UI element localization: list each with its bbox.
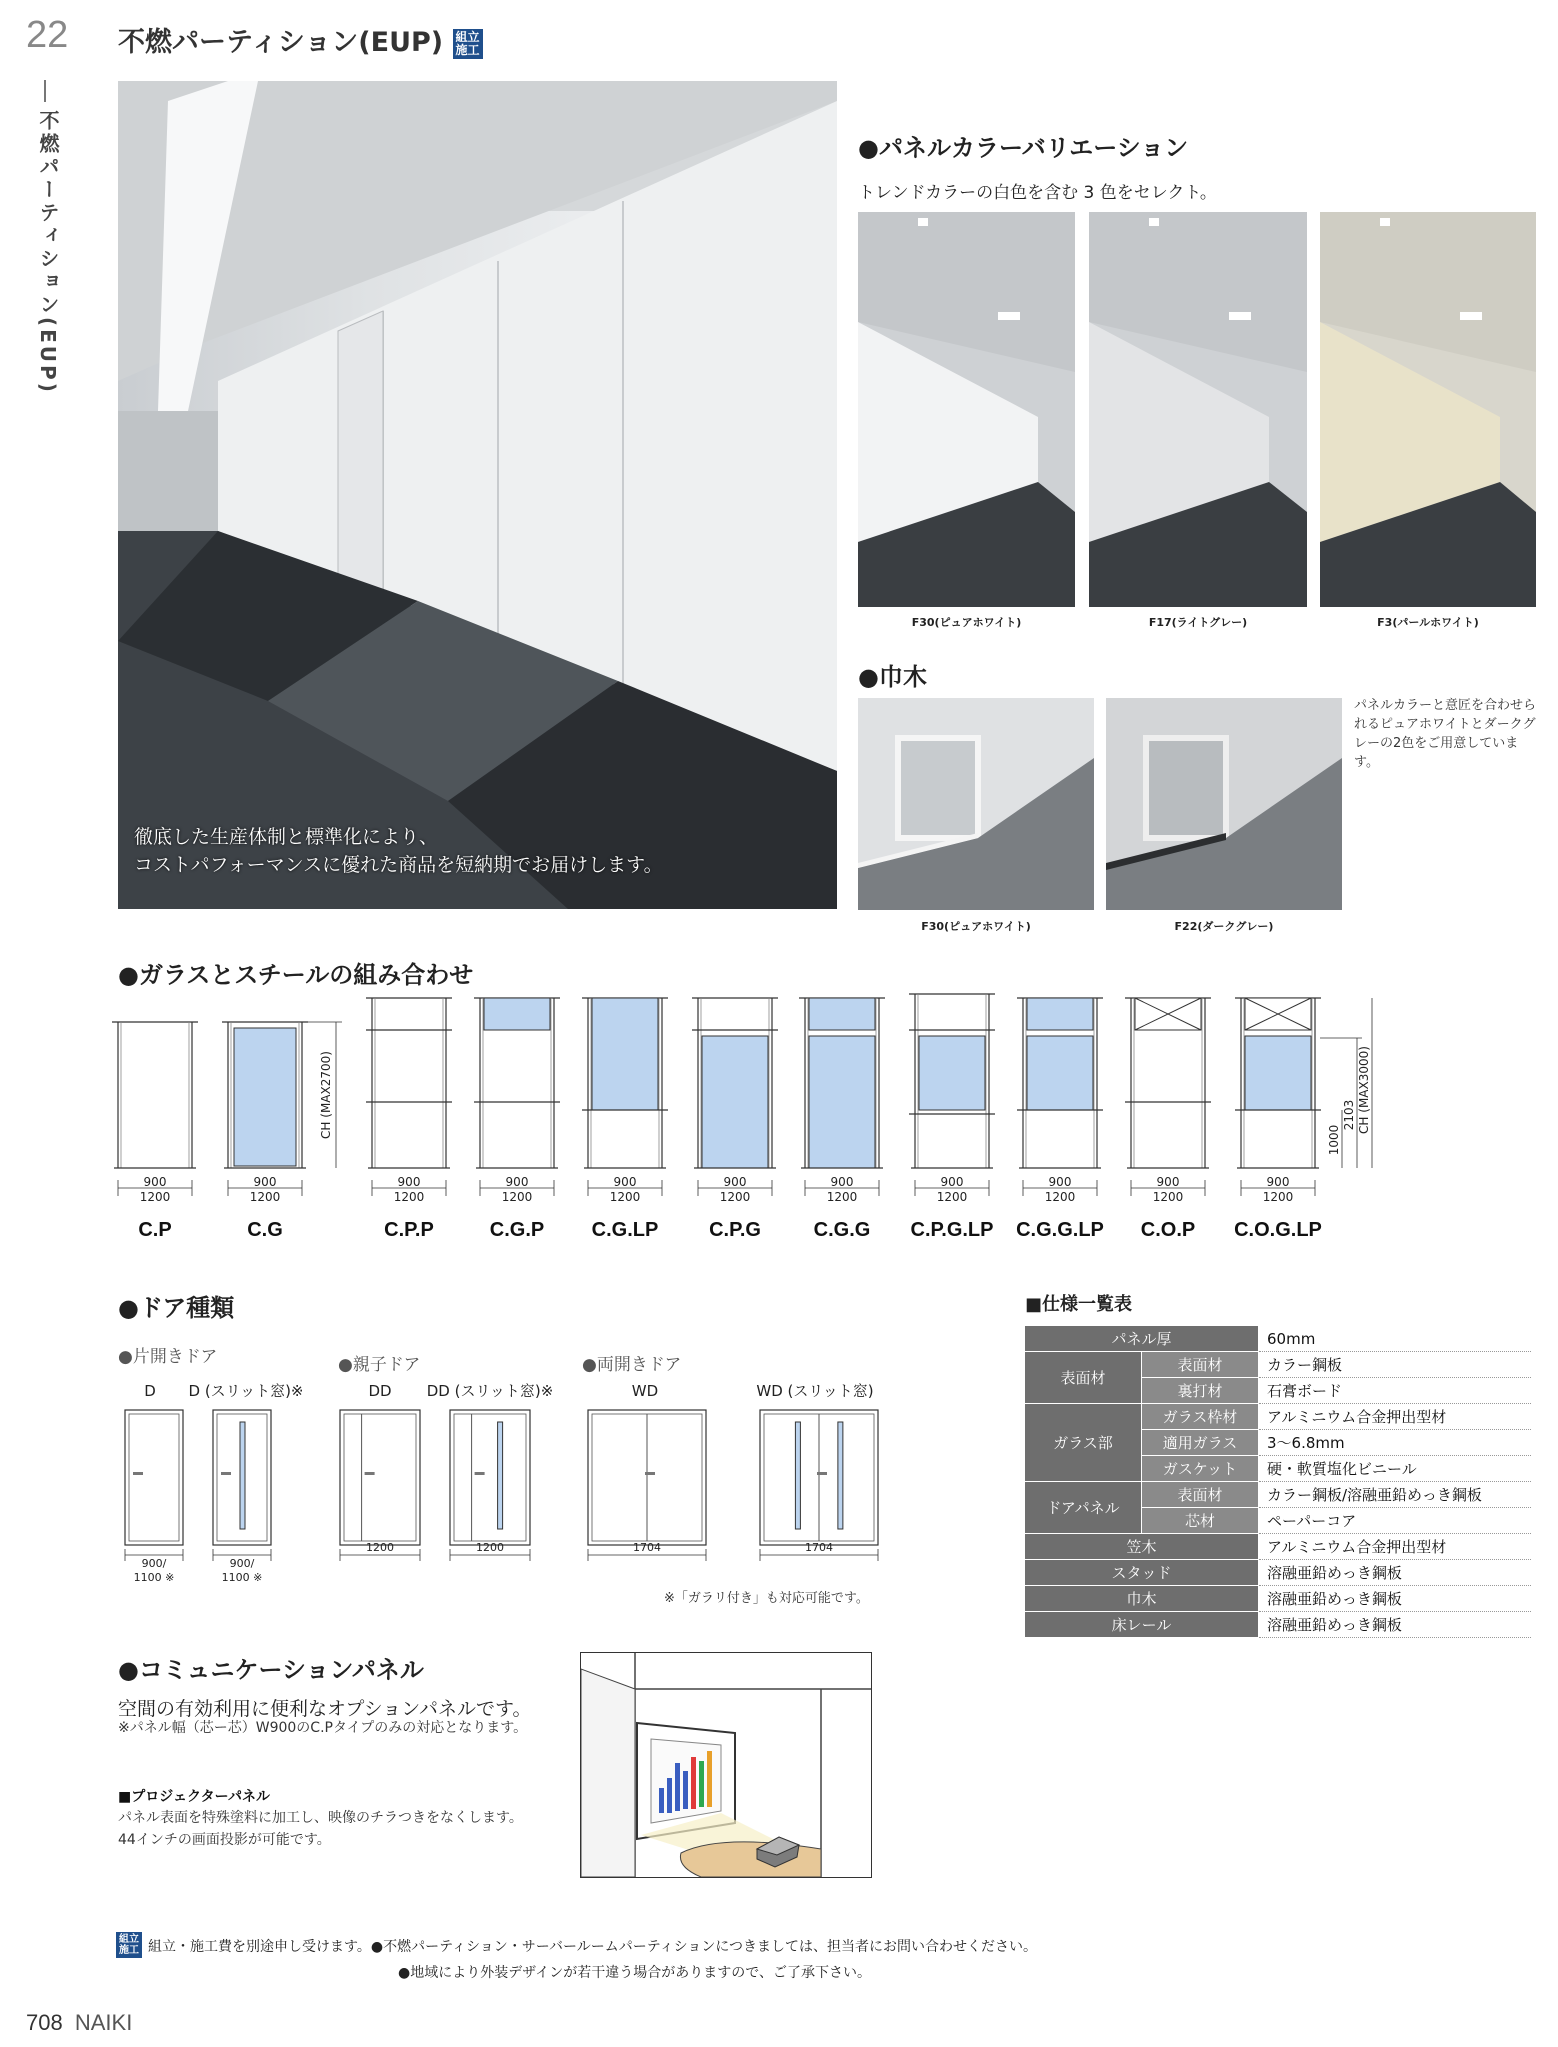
glass-pane [234, 1028, 296, 1166]
comm-panel-lead: 空間の有効利用に便利なオプションパネルです。 [118, 1698, 532, 1720]
partition-diagram [582, 998, 668, 1241]
spec-value: ペーパーコア [1259, 1508, 1532, 1534]
door-diagram [189, 1382, 304, 1584]
glass-pane [809, 1036, 875, 1168]
projector-line2: 44インチの画面投影が可能です。 [118, 1832, 331, 1848]
corridor-illustration [1089, 212, 1307, 607]
spec-item-label: 笠木 [1025, 1534, 1259, 1560]
spec-item-label: 床レール [1025, 1612, 1259, 1638]
page-title-text: 不燃パーティション(EUP) [118, 27, 444, 58]
panel-color-caption-f17: F17(ライトグレー) [1148, 616, 1248, 629]
width-dimension-900: 900 [1048, 1175, 1072, 1189]
door-handle-icon [365, 1472, 375, 1475]
width-dimension-1200: 1200 [719, 1190, 751, 1204]
footer-badge-line1: 組立 [119, 1934, 139, 1945]
habaki-caption-f22: F22(ダークグレー) [1174, 920, 1274, 933]
hero-photo-illustration [118, 81, 837, 909]
page-footer [26, 2010, 132, 2036]
width-dimension-1200: 1200 [826, 1190, 858, 1204]
dim-1000-label: 1000 [1327, 1124, 1341, 1156]
spec-sub-label: 表面材 [1142, 1482, 1259, 1508]
width-dimension-900: 900 [613, 1175, 637, 1189]
spec-item-label: スタッド [1025, 1560, 1259, 1586]
habaki-heading: ●巾木 [858, 663, 927, 691]
width-dimension-900: 900 [143, 1175, 167, 1189]
door-note: ※「ガラリ付き」も対応可能です。 [664, 1591, 869, 1606]
glass-pane [1027, 998, 1093, 1030]
hero-caption [134, 823, 663, 879]
glass-steel-diagrams [110, 990, 1420, 1260]
spec-value: 溶融亜鉛めっき鋼板 [1259, 1560, 1532, 1586]
spec-item-label: 巾木 [1025, 1586, 1259, 1612]
partition-type-label: C.P [138, 1219, 172, 1241]
width-dimension-900: 900 [723, 1175, 747, 1189]
door-type-label: WD (スリット窓) [756, 1382, 874, 1400]
projector-drawing [581, 1653, 871, 1877]
spec-table [1025, 1326, 1531, 1638]
door-frame [340, 1410, 420, 1545]
slit-window [838, 1422, 843, 1529]
baseboard-illustration [858, 698, 1094, 910]
door-group-parent-child: ●親子ドア [338, 1355, 421, 1375]
spec-group-label: ドアパネル [1025, 1482, 1142, 1534]
partition-type-label: C.P.G.LP [910, 1219, 994, 1241]
comm-panel-heading: ●コミュニケーションパネル [118, 1656, 424, 1684]
spec-heading: ■仕様一覧表 [1025, 1294, 1133, 1315]
hero-photo [118, 81, 837, 909]
spec-value: 60mm [1259, 1326, 1532, 1352]
partition-type-label: C.O.G.LP [1234, 1219, 1322, 1241]
footer-note-line2: ●地域により外装デザインが若干違う場合がありますので、ご了承下さい。 [398, 1965, 871, 1981]
door-width-dimension: 900/ [229, 1557, 255, 1570]
width-dimension-900: 900 [940, 1175, 964, 1189]
partition-type-label: C.G [247, 1219, 283, 1241]
page-number: 708 [26, 2010, 63, 2035]
door-width-dimension-alt: 1100 ※ [133, 1571, 175, 1584]
glass-pane [809, 998, 875, 1030]
panel-color-photo-f17 [1089, 212, 1307, 607]
width-dimension-900: 900 [505, 1175, 529, 1189]
door-type-label: D [144, 1382, 156, 1400]
spec-sub-label: ガスケット [1142, 1456, 1259, 1482]
spec-sub-label: 裏打材 [1142, 1378, 1259, 1404]
habaki-photo-f30 [858, 698, 1094, 910]
footer-badge [116, 1932, 142, 1958]
spec-row [1025, 1586, 1531, 1612]
spec-row [1025, 1404, 1531, 1430]
slit-window [498, 1422, 503, 1529]
ch-max3000-label: CH (MAX3000) [1357, 1046, 1371, 1134]
spec-sub-label: 芯材 [1142, 1508, 1259, 1534]
glass-pane [592, 998, 658, 1110]
door-type-label: DD [368, 1382, 392, 1400]
door-width-dimension: 1200 [366, 1541, 394, 1554]
spec-value: 溶融亜鉛めっき鋼板 [1259, 1612, 1532, 1638]
door-handle-icon [645, 1472, 655, 1475]
width-dimension-900: 900 [830, 1175, 854, 1189]
door-width-dimension-alt: 1100 ※ [221, 1571, 263, 1584]
door-width-dimension: 1704 [633, 1541, 661, 1554]
width-dimension-900: 900 [253, 1175, 277, 1189]
slit-window [240, 1422, 245, 1529]
partition-type-label: C.G.P [489, 1219, 545, 1241]
partition-diagram [799, 998, 885, 1241]
door-width-dimension: 1704 [805, 1541, 833, 1554]
projector-illustration [580, 1652, 872, 1878]
panel-color-caption-f3: F3(パールホワイト) [1377, 616, 1479, 629]
door-type-label: WD [631, 1382, 659, 1400]
partition-diagram [692, 998, 778, 1241]
spec-sub-label: ガラス枠材 [1142, 1404, 1259, 1430]
spec-value: 3～6.8mm [1259, 1430, 1532, 1456]
hero-caption-line2: コストパフォーマンスに優れた商品を短納期でお届けします。 [134, 854, 663, 876]
width-dimension-1200: 1200 [249, 1190, 281, 1204]
door-group-double: ●両開きドア [582, 1355, 682, 1375]
dim-2103-label: 2103 [1342, 1099, 1356, 1131]
spec-value: アルミニウム合金押出型材 [1259, 1534, 1532, 1560]
assembly-badge [453, 29, 483, 59]
door-type-label: D (スリット窓)※ [188, 1382, 304, 1400]
page-title [118, 20, 483, 59]
brand-name: NAIKI [74, 2010, 133, 2035]
panel-color-heading: ●パネルカラーバリエーション [858, 134, 1189, 162]
partition-diagram [474, 998, 560, 1241]
spec-row [1025, 1482, 1531, 1508]
door-handle-icon [817, 1472, 827, 1475]
spec-row [1025, 1534, 1531, 1560]
width-dimension-1200: 1200 [1152, 1190, 1184, 1204]
projector-title: ■プロジェクターパネル [118, 1789, 270, 1805]
badge-line2: 施工 [455, 42, 480, 57]
door-width-dimension: 1200 [476, 1541, 504, 1554]
door-diagrams [110, 1370, 910, 1585]
width-dimension-1200: 1200 [1044, 1190, 1076, 1204]
spec-group-label: 表面材 [1025, 1352, 1142, 1404]
partition-type-label: C.O.P [1140, 1219, 1196, 1241]
spec-sub-label: 表面材 [1142, 1352, 1259, 1378]
width-dimension-1200: 1200 [936, 1190, 968, 1204]
partition-diagram [112, 1022, 198, 1241]
door-diagram [756, 1382, 878, 1561]
partition-type-label: C.P.P [384, 1219, 434, 1241]
panel-color-subtitle: トレンドカラーの白色を含む 3 色をセレクト。 [858, 183, 1217, 203]
glass-pane [1027, 1036, 1093, 1110]
door-diagram [340, 1382, 420, 1561]
door-handle-icon [133, 1472, 143, 1475]
spec-row [1025, 1352, 1531, 1378]
partition-diagram [1234, 998, 1322, 1241]
width-dimension-1200: 1200 [393, 1190, 425, 1204]
spec-value: 硬・軟質塩化ビニール [1259, 1456, 1532, 1482]
door-type-label: DD (スリット窓)※ [426, 1382, 554, 1400]
door-width-dimension: 900/ [141, 1557, 167, 1570]
spec-row [1025, 1326, 1531, 1352]
width-dimension-1200: 1200 [501, 1190, 533, 1204]
vertical-divider [44, 80, 46, 102]
glass-pane [484, 998, 550, 1030]
partition-type-label: C.P.G [709, 1219, 761, 1241]
partition-diagram [366, 998, 452, 1241]
door-frame [125, 1410, 183, 1545]
width-dimension-900: 900 [397, 1175, 421, 1189]
spec-item-label: パネル厚 [1025, 1326, 1259, 1352]
door-handle-icon [475, 1472, 485, 1475]
spec-row [1025, 1612, 1531, 1638]
partition-diagram [1125, 998, 1211, 1241]
habaki-caption-f30: F30(ピュアホワイト) [921, 920, 1031, 933]
spec-value: カラー鋼板 [1259, 1352, 1532, 1378]
spec-sub-label: 適用ガラス [1142, 1430, 1259, 1456]
glass-pane [1245, 1036, 1311, 1110]
door-diagram [588, 1382, 706, 1561]
spec-row [1025, 1560, 1531, 1586]
ch-max2700-label: CH (MAX2700) [319, 1051, 333, 1139]
corridor-illustration [858, 212, 1075, 607]
width-dimension-900: 900 [1266, 1175, 1290, 1189]
width-dimension-900: 900 [1156, 1175, 1180, 1189]
comm-panel-note: ※パネル幅（芯ー芯）W900のC.Pタイプのみの対応となります。 [118, 1720, 528, 1736]
partition-diagram [909, 994, 995, 1241]
footer-assembly-badge [116, 1932, 142, 1958]
slit-window [795, 1422, 800, 1529]
width-dimension-1200: 1200 [1262, 1190, 1294, 1204]
badge-line1: 組立 [455, 29, 480, 44]
door-diagram [125, 1382, 183, 1584]
spec-group-label: ガラス部 [1025, 1404, 1142, 1482]
spec-value: アルミニウム合金押出型材 [1259, 1404, 1532, 1430]
width-dimension-1200: 1200 [139, 1190, 171, 1204]
habaki-note: パネルカラーと意匠を合わせられるピュアホワイトとダークグレーの2色をご用意しています。 [1354, 698, 1537, 770]
door-group-single: ●片開きドア [118, 1347, 218, 1367]
partition-diagram [222, 1022, 308, 1241]
footer-note-line1: 組立・施工費を別途申し受けます。●不燃パーティション・サーバールームパーティションにつきましては、担当者にお問い合わせください。 [148, 1939, 1038, 1955]
door-handle-icon [221, 1472, 231, 1475]
partition-type-label: C.G.LP [591, 1219, 659, 1241]
width-dimension-1200: 1200 [609, 1190, 641, 1204]
panel-color-photo-f30 [858, 212, 1075, 607]
habaki-photo-f22 [1106, 698, 1342, 910]
glass-pane [919, 1036, 985, 1110]
partition-diagram [1016, 998, 1104, 1241]
hero-caption-line1: 徹底した生産体制と標準化により、 [134, 826, 439, 848]
footer-badge-line2: 施工 [119, 1945, 139, 1956]
partition-type-label: C.G.G.LP [1016, 1219, 1104, 1241]
chapter-number: 22 [26, 14, 69, 56]
door-diagram [427, 1382, 554, 1561]
partition-type-label: C.G.G [813, 1219, 871, 1241]
panel-color-photo-f3 [1320, 212, 1536, 607]
spec-value: カラー鋼板/溶融亜鉛めっき鋼板 [1259, 1482, 1532, 1508]
baseboard-illustration [1106, 698, 1342, 910]
vertical-section-title: 不燃パーティション(EUP) [36, 110, 60, 395]
glass-pane [702, 1036, 768, 1168]
panel-color-caption-f30: F30(ピュアホワイト) [911, 616, 1022, 629]
glass-steel-heading: ●ガラスとスチールの組み合わせ [118, 961, 474, 989]
door-frame [450, 1410, 530, 1545]
projector-line1: パネル表面を特殊塗料に加工し、映像のチラつきをなくします。 [118, 1810, 523, 1826]
spec-value: 溶融亜鉛めっき鋼板 [1259, 1586, 1532, 1612]
spec-value: 石膏ボード [1259, 1378, 1532, 1404]
corridor-illustration [1320, 212, 1536, 607]
door-types-heading: ●ドア種類 [118, 1294, 235, 1322]
